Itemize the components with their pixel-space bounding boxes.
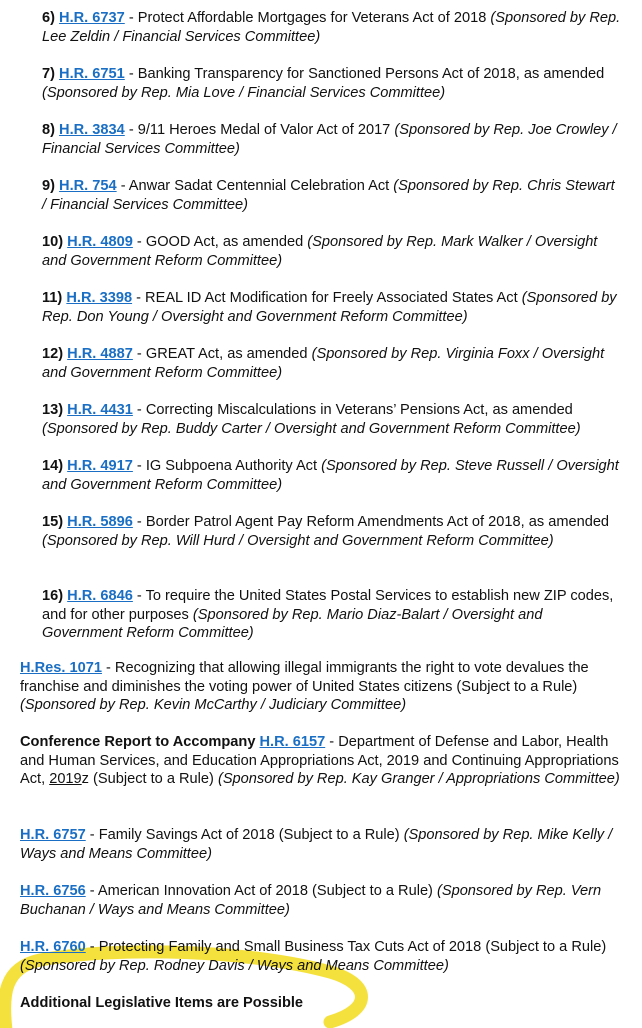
list-item: 8) H.R. 3834 - 9/11 Heroes Medal of Valor Act of 2017 (Sponsored by Rep. Joe Crowley / Financial Services Committee) (42, 122, 617, 157)
bill-link[interactable]: H.R. 6846 (67, 588, 133, 604)
list-item: 11) H.R. 3398 - REAL ID Act Modification for Freely Associated States Act (Sponsored by Rep. Don Young / Oversight and Government Reform Committee) (42, 290, 617, 325)
list-item: 9) H.R. 754 - Anwar Sadat Centennial Celebration Act (Sponsored by Rep. Chris Stewart / Financial Services Committee) (42, 178, 615, 213)
bill-link[interactable]: H.R. 6737 (59, 10, 125, 26)
bill-link[interactable]: H.R. 3834 (59, 122, 125, 138)
list-item: 10) H.R. 4809 - GOOD Act, as amended (Sponsored by Rep. Mark Walker / Oversight and Government Reform Committee) (42, 234, 598, 269)
bill-link[interactable]: H.R. 3398 (66, 290, 133, 306)
footer-note: Additional Legislative Items are Possible (20, 995, 304, 1011)
list-item: 15) H.R. 5896 - Border Patrol Agent Pay Reform Amendments Act of 2018, as amended (Sponsored by Rep. Will Hurd / Oversight and Government Reform Committee) (42, 514, 610, 549)
bill-link[interactable]: H.R. 754 (59, 178, 117, 194)
bill-link[interactable]: H.R. 6157 (259, 734, 326, 750)
bill-link[interactable]: H.R. 6760 (20, 939, 86, 955)
bill-link[interactable]: H.R. 4809 (67, 234, 133, 250)
conference-report-item: Conference Report to Accompany H.R. 6157 - Department of Defense and Labor, Health and Human Services, and Education Appropriations Act, 2019 and Continuing Appropriations Act, 2019z (Subject to a Rule) (Sponsored by Rep. Kay Granger / Appropriations Committee) (20, 734, 620, 788)
bill-link[interactable]: H.R. 4917 (67, 458, 133, 474)
list-item: 13) H.R. 4431 - Correcting Miscalculations in Veterans’ Pensions Act, as amended (Sponsored by Rep. Buddy Carter / Oversight and Government Reform Committee) (42, 402, 581, 437)
list-item: 6) H.R. 6737 - Protect Affordable Mortgages for Veterans Act of 2018 (Sponsored by Rep. Lee Zeldin / Financial Services Committee) (42, 10, 621, 45)
bill-link[interactable]: H.R. 4431 (67, 402, 133, 418)
bill-link[interactable]: H.R. 5896 (67, 514, 133, 530)
list-item: H.R. 6760 - Protecting Family and Small Business Tax Cuts Act of 2018 (Subject to a Rule) (Sponsored by Rep. Rodney Davis / Ways and Means Committee) (20, 939, 607, 974)
list-item: 16) H.R. 6846 - To require the United States Postal Services to establish new ZIP codes, and for other purposes (Sponsored by Rep. Mario Diaz-Balart / Oversight and Government Reform Committee) (42, 588, 614, 642)
list-item: H.R. 6756 - American Innovation Act of 2018 (Subject to a Rule) (Sponsored by Rep. Vern Buchanan / Ways and Means Committee) (20, 883, 602, 918)
list-item: H.Res. 1071 - Recognizing that allowing illegal immigrants the right to vote devalues the franchise and diminishes the voting power of United States citizens (Subject to a Rule) (Sponsored by Rep. Kevin McCarthy / Judiciary Committee) (20, 660, 589, 714)
bill-link[interactable]: H.R. 4887 (67, 346, 133, 362)
list-item: 14) H.R. 4917 - IG Subpoena Authority Act (Sponsored by Rep. Steve Russell / Oversight and Government Reform Committee) (42, 458, 619, 493)
list-item: 7) H.R. 6751 - Banking Transparency for Sanctioned Persons Act of 2018, as amended (Sponsored by Rep. Mia Love / Financial Services Committee) (42, 66, 605, 101)
bill-link[interactable]: H.R. 6751 (59, 66, 125, 82)
list-item: H.R. 6757 - Family Savings Act of 2018 (Subject to a Rule) (Sponsored by Rep. Mike Kelly / Ways and Means Committee) (20, 827, 613, 862)
list-item: 12) H.R. 4887 - GREAT Act, as amended (Sponsored by Rep. Virginia Foxx / Oversight and Government Reform Committee) (42, 346, 605, 381)
bill-link[interactable]: H.R. 6757 (20, 827, 86, 843)
bill-link[interactable]: H.R. 6756 (20, 883, 86, 899)
bill-link[interactable]: H.Res. 1071 (20, 660, 102, 676)
